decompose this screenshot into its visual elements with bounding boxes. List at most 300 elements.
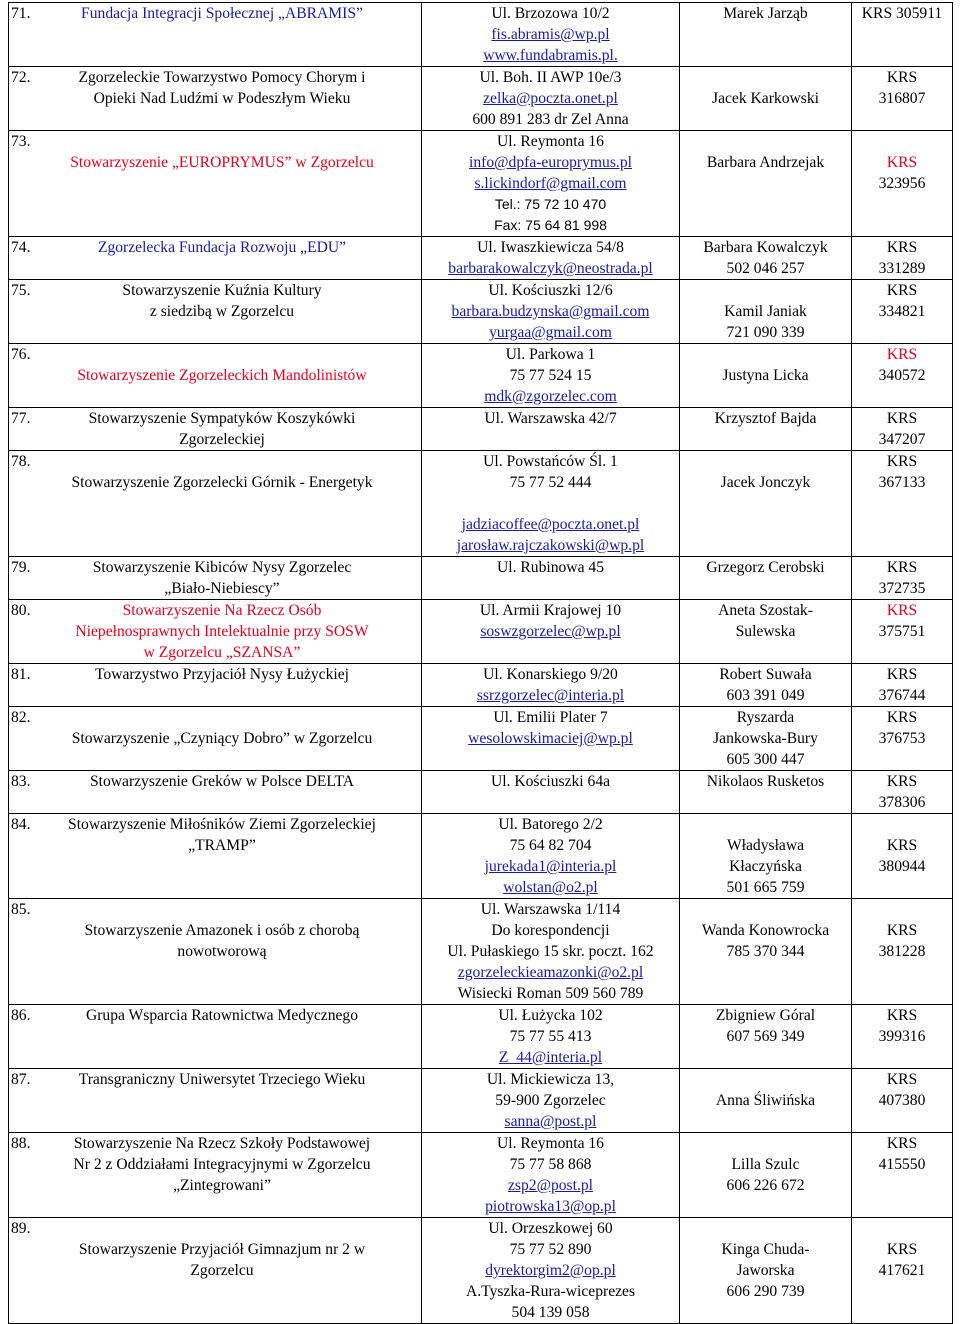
krs-number: 399316 <box>878 1028 926 1045</box>
contact-person-cell <box>680 344 852 408</box>
address-line: Ul. Kościuszki 12/6 <box>488 282 613 299</box>
address-cell <box>422 557 680 600</box>
krs-number: 381228 <box>878 943 926 960</box>
address-line: Ul. Warszawska 42/7 <box>484 410 617 427</box>
krs-label: KRS <box>886 1241 918 1258</box>
contact-person-line: 721 090 339 <box>726 324 805 341</box>
spacer <box>684 1069 847 1090</box>
org-cell <box>9 771 422 814</box>
org-name-line: Nr 2 z Oddziałami Integracyjnymi w Zgorzelcu <box>73 1156 371 1173</box>
org-name-line: Zgorzeleckiej <box>179 431 265 448</box>
address-line: 75 77 524 15 <box>509 367 592 384</box>
address-cell <box>422 408 680 451</box>
contact-person-line: Marek Jarząb <box>723 5 808 22</box>
table-body <box>9 3 953 1324</box>
contact-person-line: Zbigniew Góral <box>715 1007 816 1024</box>
table-row <box>9 344 953 408</box>
krs-label: KRS <box>886 69 918 86</box>
org-name-line: Stowarzyszenie Na Rzecz Osób <box>122 602 322 619</box>
spacer <box>684 344 847 365</box>
address-cell <box>422 1005 680 1069</box>
row-number: 85. <box>11 901 31 918</box>
contact-person-cell <box>680 237 852 280</box>
spacer <box>684 814 847 835</box>
spacer <box>27 1218 417 1239</box>
contact-link[interactable]: piotrowska13@op.pl <box>485 1198 616 1215</box>
org-cell <box>9 814 422 899</box>
contact-person-cell <box>680 451 852 557</box>
krs-cell <box>852 664 953 707</box>
krs-number: 340572 <box>878 367 926 384</box>
spacer <box>856 814 948 835</box>
address-line: Ul. Emilii Plater 7 <box>493 709 608 726</box>
org-name-line: Zgorzelecka Fundacja Rozwoju „EDU” <box>97 239 347 256</box>
address-cell <box>422 600 680 664</box>
contact-person-line: 607 569 349 <box>726 1028 805 1045</box>
org-cell <box>9 280 422 344</box>
krs-number: 347207 <box>878 431 926 448</box>
spacer <box>27 899 417 920</box>
contact-person-cell <box>680 814 852 899</box>
address-cell <box>422 67 680 131</box>
table-row <box>9 771 953 814</box>
address-cell <box>422 3 680 67</box>
contact-person-line: Barbara Andrzejak <box>706 154 825 171</box>
table-row <box>9 237 953 280</box>
address-cell <box>422 707 680 771</box>
krs-label: KRS <box>886 666 918 683</box>
org-name <box>13 557 417 599</box>
krs-number: 417621 <box>878 1262 926 1279</box>
contact-link[interactable]: Z_44@interia.pl <box>498 1049 603 1066</box>
org-name <box>13 3 417 24</box>
krs-number: 376753 <box>878 730 926 747</box>
contact-person-line: 785 370 344 <box>726 943 805 960</box>
address-line: 75 77 52 444 <box>509 474 592 491</box>
address-cell <box>422 771 680 814</box>
table-row <box>9 899 953 1005</box>
spacer <box>856 131 948 152</box>
org-name-line: Niepełnosprawnych Intelektualnie przy SOSW <box>75 623 369 640</box>
contact-person-cell <box>680 899 852 1005</box>
org-name <box>13 707 417 749</box>
contact-link[interactable]: jurekada1@interia.pl <box>484 858 617 875</box>
contact-person-line: Krzysztof Bajda <box>714 410 817 427</box>
org-name-line: Stowarzyszenie Kibiców Nysy Zgorzelec <box>92 559 352 576</box>
contact-person-line: Jacek Karkowski <box>712 90 819 107</box>
contact-person-line: Lilla Szulc <box>731 1156 800 1173</box>
krs-label: KRS <box>886 453 918 470</box>
org-name-line: Stowarzyszenie Przyjaciół Gimnazjum nr 2 w <box>78 1241 366 1258</box>
address-cell <box>422 1133 680 1218</box>
address-line <box>426 493 675 514</box>
spacer <box>27 451 417 472</box>
org-name <box>13 814 417 856</box>
contact-link[interactable]: dyrektorgim2@op.pl <box>485 1262 616 1279</box>
address-line: Ul. Rubinowa 45 <box>497 559 604 576</box>
org-cell <box>9 557 422 600</box>
contact-link[interactable]: zsp2@post.pl <box>508 1177 593 1194</box>
address-cell <box>422 344 680 408</box>
krs-label: KRS <box>886 154 918 171</box>
org-cell <box>9 67 422 131</box>
contact-link[interactable]: soswzgorzelec@wp.pl <box>480 623 621 640</box>
org-name <box>13 67 417 109</box>
org-name <box>13 408 417 450</box>
address-line: Ul. Boh. II AWP 10e/3 <box>479 69 622 86</box>
contact-link[interactable]: barbarakowalczyk@neostrada.pl <box>448 260 653 277</box>
contact-person-line: Anna Śliwińska <box>715 1092 816 1109</box>
krs-label: KRS <box>886 1135 918 1152</box>
row-number: 72. <box>11 69 31 86</box>
contact-person-line: Aneta Szostak- <box>718 602 813 619</box>
row-number: 74. <box>11 239 31 256</box>
address-cell <box>422 451 680 557</box>
row-number: 86. <box>11 1007 31 1024</box>
row-number: 78. <box>11 453 31 470</box>
contact-person-cell <box>680 664 852 707</box>
table-row <box>9 664 953 707</box>
org-name-line: Grupa Wsparcia Ratownictwa Medycznego <box>85 1007 359 1024</box>
table-row <box>9 1218 953 1324</box>
contact-person-line: 605 300 447 <box>726 751 805 768</box>
contact-link[interactable]: sanna@post.pl <box>504 1113 597 1130</box>
contact-person-line: Jaworska <box>736 1262 795 1279</box>
contact-person-line: 501 665 759 <box>726 879 805 896</box>
org-name-line: Zgorzeleckie Towarzystwo Pomocy Chorym i <box>78 69 366 86</box>
krs-label: KRS <box>886 346 918 363</box>
row-number: 89. <box>11 1220 31 1237</box>
row-number: 77. <box>11 410 31 427</box>
org-name-line: „Zintegrowani” <box>173 1177 271 1194</box>
krs-cell <box>852 1133 953 1218</box>
org-name-line: Stowarzyszenie „EUROPRYMUS” w Zgorzelcu <box>70 154 374 171</box>
krs-number: 367133 <box>878 474 926 491</box>
row-number: 73. <box>11 133 31 150</box>
table-row <box>9 451 953 557</box>
address-cell <box>422 1069 680 1133</box>
contact-person-line: Barbara Kowalczyk <box>703 239 828 256</box>
org-cell <box>9 344 422 408</box>
krs-number: 331289 <box>878 260 926 277</box>
contact-person-line: Jankowska-Bury <box>713 730 818 747</box>
org-name-line: Stowarzyszenie Sympatyków Koszykówki <box>88 410 356 427</box>
table-row <box>9 131 953 237</box>
address-line: Ul. Batorego 2/2 <box>498 816 603 833</box>
contact-person-line: Kłaczyńska <box>729 858 802 875</box>
krs-number: 407380 <box>878 1092 926 1109</box>
spacer <box>684 280 847 301</box>
org-cell <box>9 1133 422 1218</box>
spacer <box>684 899 847 920</box>
address-line: 504 139 058 <box>511 1304 590 1321</box>
address-line: Ul. Konarskiego 9/20 <box>483 666 618 683</box>
address-line: A.Tyszka-Rura-wiceprezes <box>465 1283 636 1300</box>
contact-link[interactable]: jarosław.rajczakowski@wp.pl <box>456 537 645 554</box>
address-cell <box>422 814 680 899</box>
contact-person-line: 606 226 672 <box>726 1177 805 1194</box>
contact-person-line: Ryszarda <box>736 709 795 726</box>
krs-number: 378306 <box>878 794 926 811</box>
org-name-line: Transgraniczny Uniwersytet Trzeciego Wieku <box>78 1071 366 1088</box>
krs-number: 316807 <box>878 90 926 107</box>
contact-person-cell <box>680 67 852 131</box>
address-cell <box>422 131 680 237</box>
krs-label: KRS <box>886 239 918 256</box>
krs-label: KRS <box>886 1071 918 1088</box>
org-name-line: Stowarzyszenie Greków w Polsce DELTA <box>89 773 355 790</box>
krs-label: KRS <box>886 1007 918 1024</box>
org-name <box>13 237 417 258</box>
org-name <box>13 131 417 173</box>
address-line: Do korespondencji <box>491 922 610 939</box>
org-name-line: Stowarzyszenie Zgorzeleckich Mandolinistów <box>77 367 367 384</box>
spacer <box>684 1133 847 1154</box>
org-name-line: Stowarzyszenie Na Rzecz Szkoły Podstawowej <box>73 1135 371 1152</box>
krs-cell <box>852 131 953 237</box>
contact-link[interactable]: zgorzeleckieamazonki@o2.pl <box>457 964 644 981</box>
org-cell <box>9 1005 422 1069</box>
org-name-line: Zgorzelcu <box>190 1262 254 1279</box>
contact-link[interactable]: info@dpfa-europrymus.pl <box>469 154 632 171</box>
org-name-line: Fundacja Integracji Społecznej „ABRAMIS” <box>81 5 363 22</box>
org-name <box>13 1069 417 1090</box>
row-number: 83. <box>11 773 31 790</box>
address-line: Ul. Brzozowa 10/2 <box>491 5 610 22</box>
krs-label: KRS 305911 <box>861 5 943 22</box>
row-number: 84. <box>11 816 31 833</box>
address-line: Ul. Warszawska 1/114 <box>480 901 621 918</box>
table-row <box>9 1069 953 1133</box>
org-name-line: Opieki Nad Ludźmi w Podeszłym Wieku <box>93 90 351 107</box>
address-line: Ul. Łużycka 102 <box>498 1007 603 1024</box>
contact-link[interactable]: zelka@poczta.onet.pl <box>483 90 618 107</box>
row-number: 80. <box>11 602 31 619</box>
address-cell <box>422 899 680 1005</box>
contact-link[interactable]: www.fundabramis.pl. <box>483 47 618 64</box>
contact-person-cell <box>680 600 852 664</box>
krs-cell <box>852 814 953 899</box>
org-name-line: „Biało-Niebiescy” <box>164 580 280 597</box>
address-cell <box>422 280 680 344</box>
org-name <box>13 1218 417 1281</box>
address-line: Ul. Iwaszkiewicza 54/8 <box>477 239 624 256</box>
table-row <box>9 3 953 67</box>
org-name-line: Stowarzyszenie Kuźnia Kultury <box>122 282 322 299</box>
org-name-line: w Zgorzelcu „SZANSA” <box>143 644 301 661</box>
contact-person-cell <box>680 1069 852 1133</box>
krs-label: KRS <box>886 559 918 576</box>
org-name <box>13 280 417 322</box>
spacer <box>27 131 417 152</box>
organizations-table <box>8 2 953 1324</box>
contact-person-line: Władysława <box>726 837 805 854</box>
krs-cell <box>852 67 953 131</box>
contact-person-line: Jacek Jonczyk <box>720 474 811 491</box>
table-row <box>9 408 953 451</box>
contact-person-line: 502 046 257 <box>726 260 805 277</box>
address-line: Ul. Reymonta 16 <box>497 133 604 150</box>
krs-number: 380944 <box>878 858 926 875</box>
krs-label: KRS <box>886 410 918 427</box>
contact-person-cell <box>680 408 852 451</box>
org-name <box>13 1005 417 1026</box>
table-row <box>9 1133 953 1218</box>
spacer <box>684 131 847 152</box>
spacer <box>684 451 847 472</box>
krs-cell <box>852 344 953 408</box>
row-number: 82. <box>11 709 31 726</box>
org-cell <box>9 707 422 771</box>
contact-person-line: Nikolaos Rusketos <box>706 773 825 790</box>
krs-cell <box>852 280 953 344</box>
address-line: 59-900 Zgorzelec <box>495 1092 606 1109</box>
krs-cell <box>852 600 953 664</box>
krs-label: KRS <box>886 773 918 790</box>
org-cell <box>9 664 422 707</box>
contact-person-line: Robert Suwała <box>719 666 812 683</box>
address-line: Fax: 75 64 81 998 <box>494 217 607 233</box>
contact-person-line: 606 290 739 <box>726 1283 805 1300</box>
table-row <box>9 600 953 664</box>
table-row <box>9 67 953 131</box>
address-line: Ul. Orzeszkowej 60 <box>488 1220 613 1237</box>
spacer <box>27 707 417 728</box>
contact-person-cell <box>680 131 852 237</box>
krs-label: KRS <box>886 922 918 939</box>
row-number: 76. <box>11 346 31 363</box>
table-row <box>9 814 953 899</box>
krs-number: 375751 <box>878 623 926 640</box>
org-name-line: z siedzibą w Zgorzelcu <box>149 303 295 320</box>
table-row <box>9 557 953 600</box>
org-name <box>13 344 417 386</box>
org-cell <box>9 899 422 1005</box>
org-name-line: Stowarzyszenie „Czyniący Dobro” w Zgorzelcu <box>71 730 373 747</box>
address-cell <box>422 664 680 707</box>
contact-person-line: Grzegorz Cerobski <box>706 559 825 576</box>
contact-person-cell <box>680 3 852 67</box>
org-name-line: Stowarzyszenie Zgorzelecki Górnik - Energetyk <box>71 474 373 491</box>
org-cell <box>9 451 422 557</box>
org-name-line: Stowarzyszenie Miłośników Ziemi Zgorzeleckiej <box>68 816 376 833</box>
address-line: Ul. Mickiewicza 13, <box>486 1071 615 1088</box>
address-line: 75 77 58 868 <box>509 1156 592 1173</box>
krs-number: 376744 <box>878 687 926 704</box>
org-name <box>13 600 417 663</box>
address-line: Wisiecki Roman 509 560 789 <box>457 985 644 1002</box>
contact-person-cell <box>680 280 852 344</box>
contact-person-cell <box>680 707 852 771</box>
org-name <box>13 771 417 792</box>
row-number: 71. <box>11 5 31 22</box>
address-line: 600 891 283 dr Zel Anna <box>472 111 629 128</box>
krs-cell <box>852 408 953 451</box>
row-number: 88. <box>11 1135 31 1152</box>
krs-label: KRS <box>886 709 918 726</box>
krs-cell <box>852 771 953 814</box>
contact-person-line: Justyna Licka <box>722 367 809 384</box>
address-line: Ul. Kościuszki 64a <box>490 773 611 790</box>
row-number: 75. <box>11 282 31 299</box>
krs-cell <box>852 899 953 1005</box>
org-name <box>13 899 417 962</box>
contact-link[interactable]: s.lickindorf@gmail.com <box>474 175 627 192</box>
address-line: Ul. Armii Krajowej 10 <box>479 602 622 619</box>
org-name-line: Towarzystwo Przyjaciół Nysy Łużyckiej <box>95 666 349 683</box>
address-line: Ul. Pułaskiego 15 skr. poczt. 162 <box>447 943 654 960</box>
org-name <box>13 1133 417 1196</box>
krs-label: KRS <box>886 602 918 619</box>
spacer <box>27 344 417 365</box>
address-line: 75 77 55 413 <box>509 1028 592 1045</box>
contact-link[interactable]: jadziacoffee@poczta.onet.pl <box>461 516 640 533</box>
org-cell <box>9 600 422 664</box>
spacer <box>684 1218 847 1239</box>
address-line: Tel.: 75 72 10 470 <box>494 196 607 212</box>
contact-link[interactable]: yurgaa@gmail.com <box>489 324 612 341</box>
org-cell <box>9 131 422 237</box>
contact-person-cell <box>680 1005 852 1069</box>
spacer <box>856 899 948 920</box>
table-row <box>9 707 953 771</box>
org-name-line: Stowarzyszenie Amazonek i osób z chorobą <box>84 922 360 939</box>
contact-link[interactable]: wolstan@o2.pl <box>503 879 598 896</box>
contact-link[interactable]: fis.abramis@wp.pl <box>491 26 610 43</box>
org-cell <box>9 1218 422 1324</box>
krs-cell <box>852 1218 953 1324</box>
contact-person-line: Wanda Konowrocka <box>701 922 830 939</box>
org-name <box>13 664 417 685</box>
krs-cell <box>852 451 953 557</box>
row-number: 81. <box>11 666 31 683</box>
address-line: Ul. Powstańców Śl. 1 <box>483 453 618 470</box>
contact-person-cell <box>680 1133 852 1218</box>
krs-cell <box>852 237 953 280</box>
contact-link[interactable]: ssrzgorzelec@interia.pl <box>476 687 625 704</box>
address-line: Ul. Parkowa 1 <box>505 346 596 363</box>
row-number: 87. <box>11 1071 31 1088</box>
address-line: 75 77 52 890 <box>509 1241 592 1258</box>
contact-link[interactable]: mdk@zgorzelec.com <box>484 388 617 405</box>
org-name-line: nowotworową <box>177 943 267 960</box>
table-row <box>9 280 953 344</box>
krs-cell <box>852 1069 953 1133</box>
krs-cell <box>852 1005 953 1069</box>
contact-person-line: Sulewska <box>735 623 796 640</box>
address-cell <box>422 1218 680 1324</box>
contact-person-cell <box>680 771 852 814</box>
org-name-line: „TRAMP” <box>188 837 256 854</box>
krs-number: 372735 <box>878 580 926 597</box>
contact-link[interactable]: barbara.budzynska@gmail.com <box>451 303 650 320</box>
krs-label: KRS <box>886 282 918 299</box>
krs-cell <box>852 707 953 771</box>
address-line: 75 64 82 704 <box>509 837 592 854</box>
krs-number: 323956 <box>878 175 926 192</box>
krs-label: KRS <box>886 837 918 854</box>
krs-cell <box>852 557 953 600</box>
contact-link[interactable]: wesolowskimaciej@wp.pl <box>468 730 633 747</box>
address-cell <box>422 237 680 280</box>
contact-person-line: 603 391 049 <box>726 687 805 704</box>
contact-person-line: Kamil Janiak <box>724 303 807 320</box>
address-line: Ul. Reymonta 16 <box>497 1135 604 1152</box>
krs-cell <box>852 3 953 67</box>
contact-person-line: Kinga Chuda- <box>721 1241 810 1258</box>
spacer <box>684 67 847 88</box>
spacer <box>856 1218 948 1239</box>
